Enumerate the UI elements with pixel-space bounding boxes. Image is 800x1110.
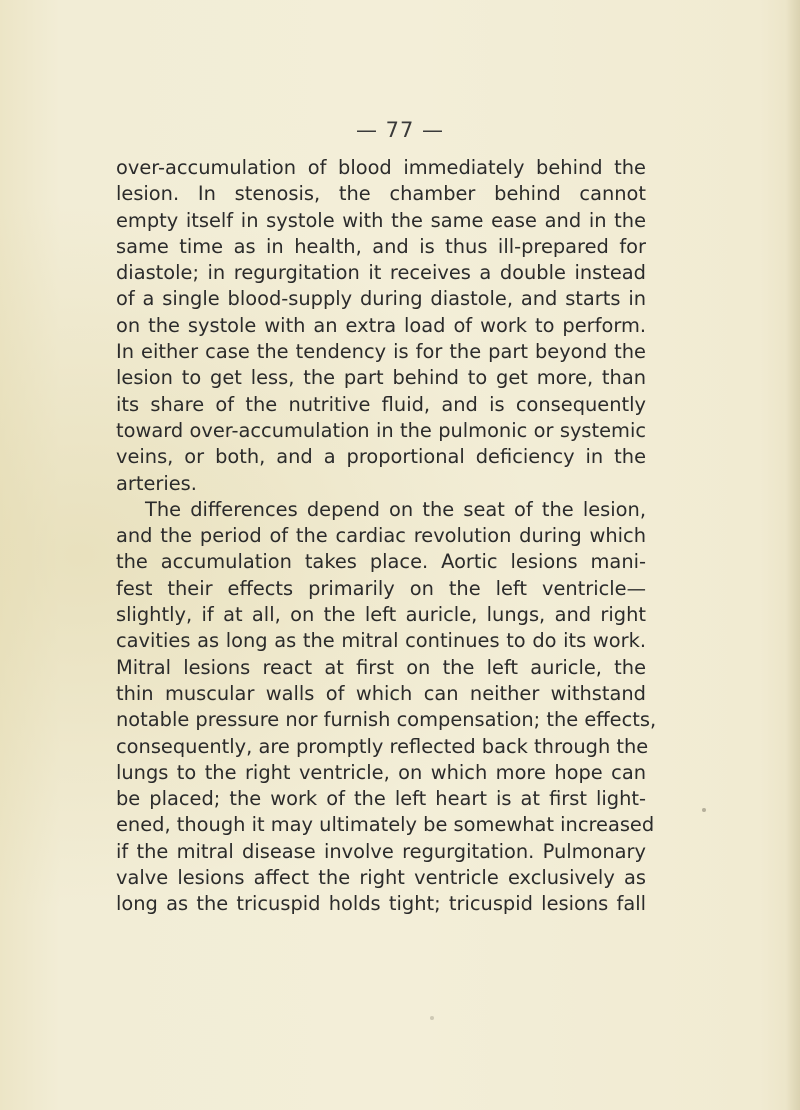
text-line: and the period of the cardiac revolution during which [116, 524, 646, 548]
text-line: be placed; the work of the left heart is at first light- [116, 787, 646, 811]
text-line: notable pressure nor furnish compensation; the effects, [116, 708, 657, 732]
text-line: the accumulation takes place. Aortic lesions mani- [116, 550, 646, 574]
paper-speck [702, 808, 706, 812]
text-line: slightly, if at all, on the left auricle, lungs, and right [116, 603, 646, 627]
paper-speck [430, 1016, 434, 1020]
text-line: thin muscular walls of which can neither withstand [116, 681, 646, 705]
text-line: fest their effects primarily on the left ventricle— [116, 576, 646, 600]
text-line: In either case the tendency is for the part beyond the [116, 340, 646, 364]
text-line: lesion to get less, the part behind to get more, than [116, 366, 646, 390]
page-number: — 77 — [355, 118, 445, 142]
paragraph-end-line: arteries. [116, 471, 197, 495]
text-line: its share of the nutritive fluid, and is consequently [116, 392, 646, 416]
text-line: of a single blood-supply during diastole, and starts in [116, 287, 646, 311]
text-line: valve lesions affect the right ventricle exclusively as [116, 866, 646, 890]
text-line: ened, though it may ultimately be somewhat increased [116, 813, 655, 837]
page-edge-shadow [786, 0, 800, 1110]
text-line: lungs to the right ventricle, on which more hope can [116, 760, 646, 784]
text-line: lesion. In stenosis, the chamber behind cannot [116, 182, 646, 206]
text-line: toward over-accumulation in the pulmonic or systemic [116, 418, 646, 442]
text-line: consequently, are promptly reflected back through the [116, 734, 649, 758]
text-line: diastole; in regurgitation it receives a double instead [116, 261, 646, 285]
text-line: over-accumulation of blood immediately behind the [116, 156, 646, 179]
text-line: on the systole with an extra load of work to perform. [116, 313, 646, 337]
text-line: long as the tricuspid holds tight; tricuspid lesions fall [116, 892, 646, 916]
text-line: empty itself in systole with the same ease and in the [116, 208, 646, 232]
paragraph-start-line: The differences depend on the seat of the lesion, [145, 497, 646, 521]
body-text [116, 155, 657, 918]
text-line: Mitral lesions react at first on the left auricle, the [116, 655, 646, 679]
text-line: veins, or both, and a proportional deficiency in the [116, 445, 646, 469]
text-line: cavities as long as the mitral continues to do its work. [116, 629, 646, 653]
text-line: if the mitral disease involve regurgitation. Pulmonary [116, 839, 646, 863]
text-line: same time as in health, and is thus ill-prepared for [116, 234, 646, 258]
